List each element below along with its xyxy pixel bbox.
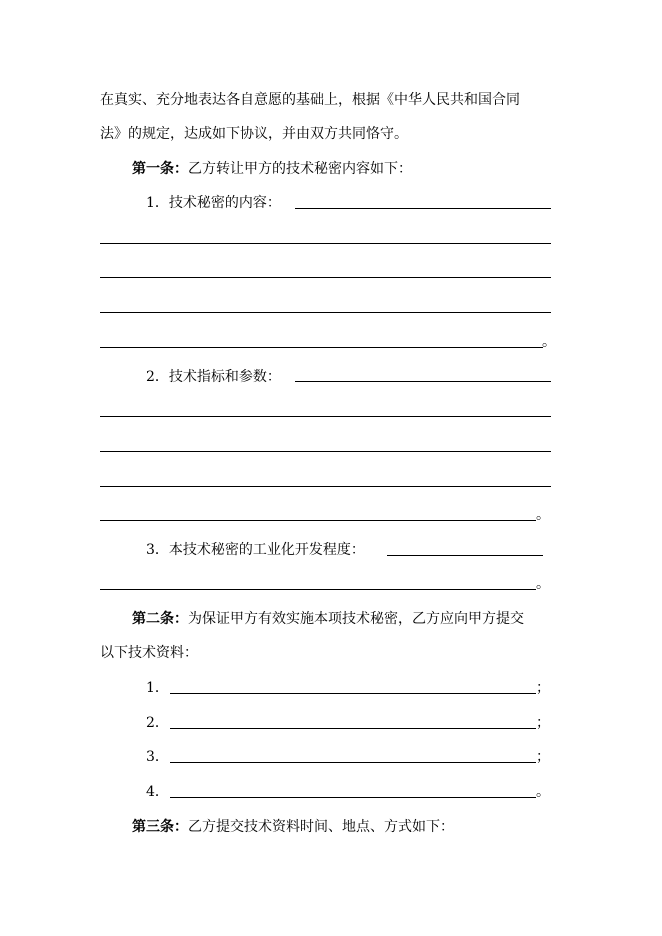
end-mark: 。 bbox=[542, 334, 556, 350]
blank-line bbox=[100, 347, 543, 348]
end-mark: 。 bbox=[536, 784, 550, 800]
article-2-text-line-1: 为保证甲方有效实施本项技术秘密，乙方应向甲方提交 bbox=[188, 611, 524, 627]
blank-line bbox=[387, 555, 543, 556]
article-2-item-4-label: 4． bbox=[146, 784, 169, 800]
end-mark: ； bbox=[536, 715, 550, 731]
article-1-paragraph bbox=[132, 159, 412, 179]
article-2-text-line-2: 以下技术资料： bbox=[100, 645, 198, 661]
article-2-paragraph bbox=[132, 609, 524, 629]
blank-line bbox=[100, 520, 536, 521]
blank-line bbox=[170, 728, 536, 729]
blank-line bbox=[170, 797, 536, 798]
article-1-item-2-label: 2．技术指标和参数： bbox=[146, 369, 281, 385]
article-2-heading: 第二条： bbox=[132, 611, 188, 627]
intro-line-2: 法》的规定，达成如下协议，并由双方共同恪守。 bbox=[100, 126, 408, 142]
article-3-heading: 第三条： bbox=[132, 819, 188, 835]
article-1-item-3-label: 3．本技术秘密的工业化开发程度： bbox=[146, 542, 365, 558]
intro-line-1: 在真实、充分地表达各自意愿的基础上，根据《中华人民共和国合同 bbox=[100, 92, 520, 108]
blank-line bbox=[170, 693, 536, 694]
article-2-item-2-label: 2． bbox=[146, 715, 169, 731]
end-mark: ； bbox=[536, 749, 550, 765]
article-2-item-3-label: 3． bbox=[146, 749, 169, 765]
end-mark: ； bbox=[536, 680, 550, 696]
blank-line bbox=[295, 208, 551, 209]
end-mark: 。 bbox=[536, 507, 550, 523]
blank-line bbox=[295, 381, 551, 382]
blank-line bbox=[100, 416, 551, 417]
blank-line bbox=[100, 277, 551, 278]
article-1-heading: 第一条： bbox=[132, 161, 188, 177]
article-1-item-1-label: 1．技术秘密的内容： bbox=[146, 195, 281, 211]
blank-line bbox=[100, 312, 551, 313]
end-mark: 。 bbox=[536, 576, 550, 592]
article-3-paragraph bbox=[132, 817, 454, 837]
blank-line bbox=[170, 762, 536, 763]
article-3-text: 乙方提交技术资料时间、地点、方式如下： bbox=[188, 819, 454, 835]
blank-line bbox=[100, 589, 536, 590]
blank-line bbox=[100, 486, 551, 487]
blank-line bbox=[100, 451, 551, 452]
article-2-item-1-label: 1． bbox=[146, 680, 169, 696]
article-1-text: 乙方转让甲方的技术秘密内容如下： bbox=[188, 161, 412, 177]
blank-line bbox=[100, 243, 551, 244]
